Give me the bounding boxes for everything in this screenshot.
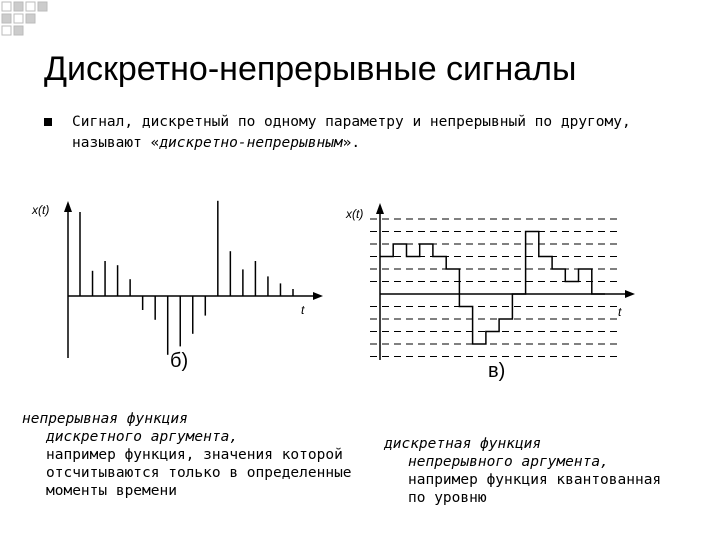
bullet-text-part2: ».	[342, 135, 361, 151]
x-axis-arrow	[313, 292, 323, 300]
caption-right-rest: например функция квантованная по уровню	[408, 472, 662, 506]
y-axis-label: x(t)	[32, 203, 50, 217]
figure-v	[340, 200, 640, 390]
slide-title: Дискретно-непрерывные сигналы	[44, 50, 577, 88]
x-axis-arrow	[625, 290, 635, 298]
step-signal	[380, 232, 605, 345]
x-axis-label: t	[301, 303, 305, 317]
bullet-text-part1: Сигнал, дискретный по одному параметру и непрерывный по другому, называют «	[72, 114, 631, 151]
caption-right-line2: непрерывного аргумента,	[408, 454, 609, 470]
figure-b-letter: б)	[170, 350, 189, 372]
caption-left	[22, 410, 362, 500]
y-axis-arrow	[64, 201, 72, 212]
x-axis-label: t	[618, 305, 622, 319]
figure-b	[28, 198, 328, 388]
y-axis-label: x(t)	[346, 207, 364, 221]
y-axis-arrow	[376, 203, 384, 214]
corner-decoration	[0, 0, 120, 40]
caption-left-line2: дискретного аргумента,	[46, 429, 239, 445]
bullet-marker	[44, 118, 52, 126]
caption-right	[384, 435, 684, 507]
caption-left-line1: непрерывная функция	[22, 411, 188, 427]
caption-right-line1: дискретная функция	[384, 436, 542, 452]
bullet-text	[72, 112, 662, 154]
figure-v-letter: в)	[488, 360, 506, 382]
bullet-emphasis: дискретно-непрерывным	[159, 135, 343, 151]
caption-left-rest: например функция, значения которой отсчитываются только в определенные моменты времени	[46, 447, 352, 499]
